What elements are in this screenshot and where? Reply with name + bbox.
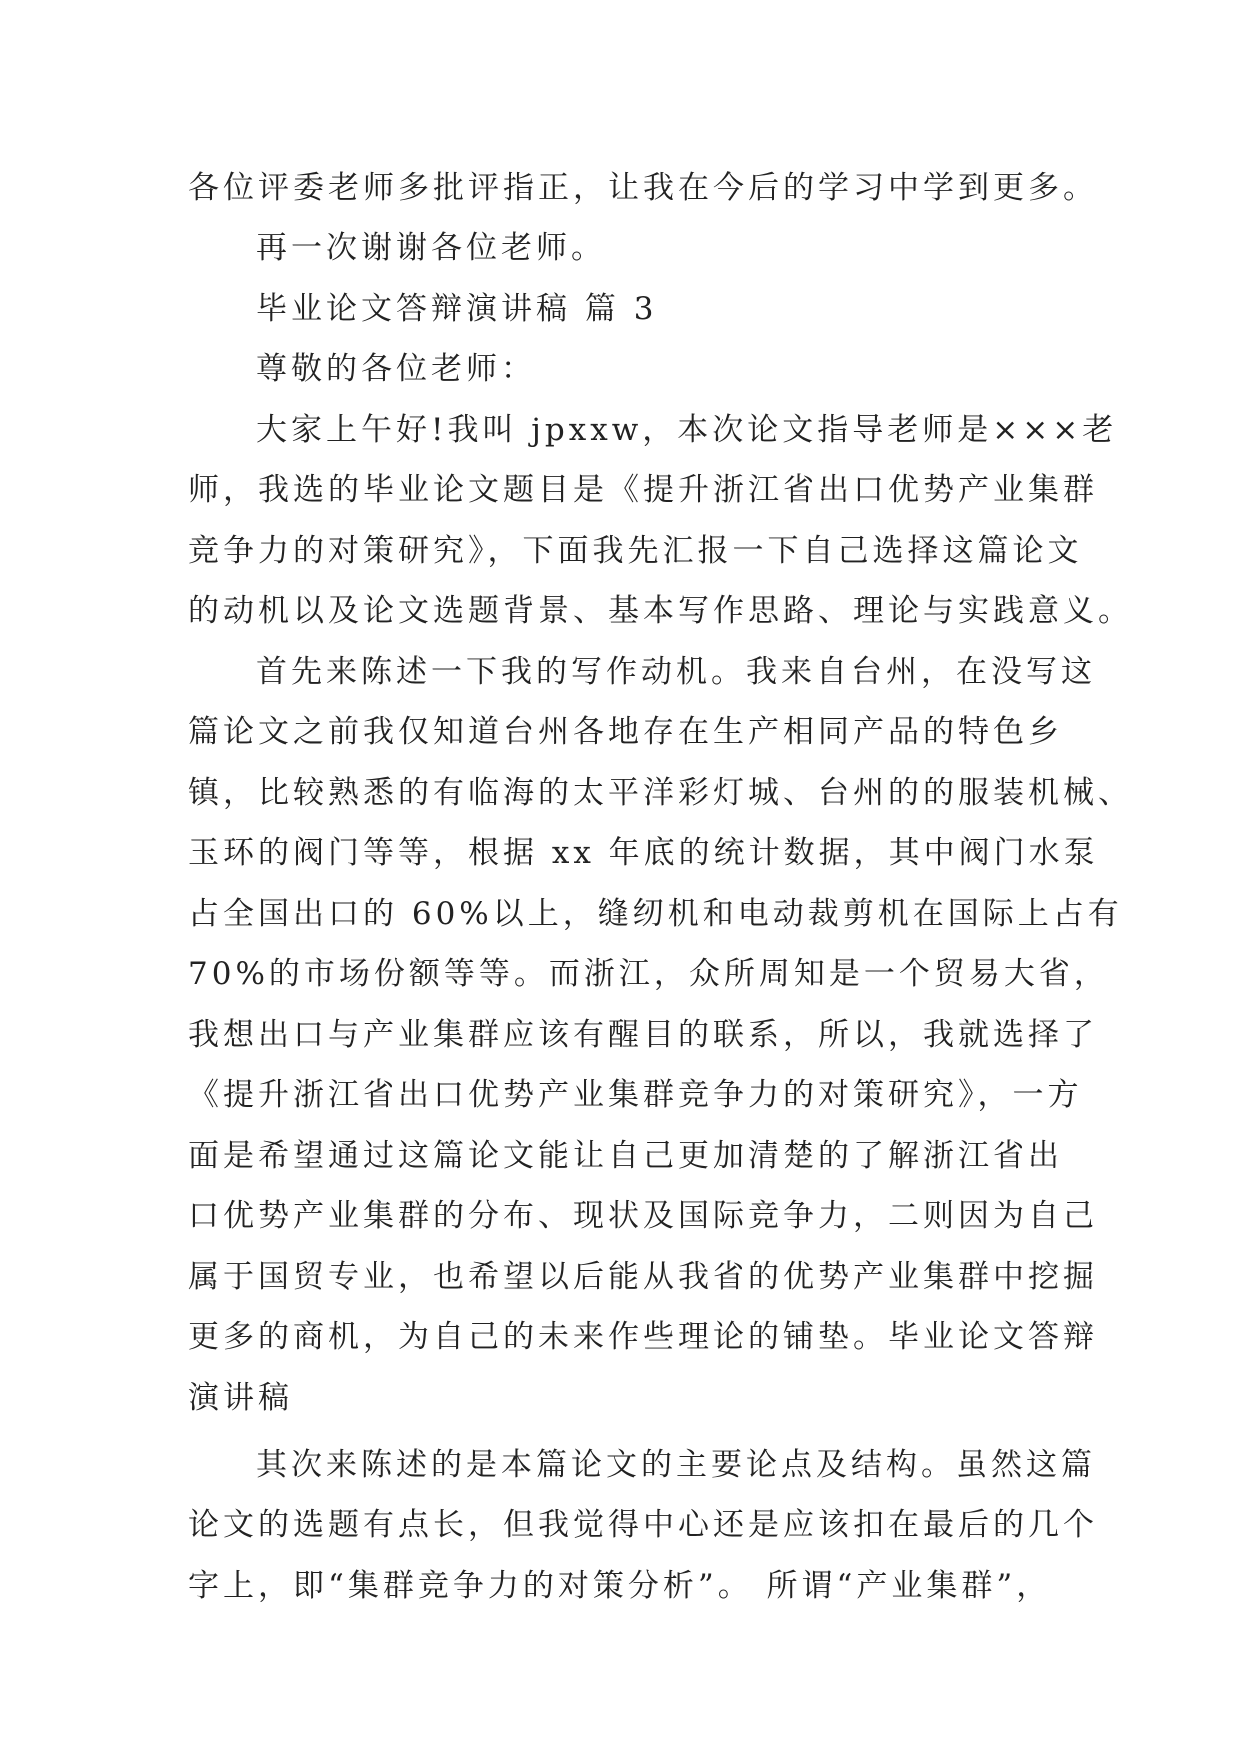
- text-line: 面是希望通过这篇论文能让自己更加清楚的了解浙江省出: [188, 1138, 1063, 1174]
- text-line: 首先来陈述一下我的写作动机。我来自台州，在没写这: [256, 654, 1096, 690]
- text-line: 师，我选的毕业论文题目是《提升浙江省出口优势产业集群: [188, 472, 1098, 508]
- text-line: 的动机以及论文选题背景、基本写作思路、理论与实践意义。: [188, 593, 1133, 629]
- text-line: 更多的商机，为自己的未来作些理论的铺垫。毕业论文答辩: [188, 1319, 1098, 1355]
- text-line: 占全国出口的 60%以上，缝纫机和电动裁剪机在国际上占有: [188, 896, 1123, 932]
- text-line: 再一次谢谢各位老师。: [256, 230, 606, 266]
- section-heading: 毕业论文答辩演讲稿 篇 3: [256, 291, 658, 327]
- text-line: 演讲稿: [188, 1380, 293, 1416]
- text-line: 论文的选题有点长，但我觉得中心还是应该扣在最后的几个: [188, 1507, 1098, 1543]
- text-line: 镇，比较熟悉的有临海的太平洋彩灯城、台州的的服装机械、: [188, 775, 1133, 811]
- text-line: 字上，即“集群竞争力的对策分析”。 所谓“产业集群”，: [188, 1568, 1052, 1604]
- text-line: 口优势产业集群的分布、现状及国际竞争力，二则因为自己: [188, 1198, 1098, 1234]
- text-line: 《提升浙江省出口优势产业集群竞争力的对策研究》，一方: [188, 1077, 1083, 1113]
- text-line: 篇论文之前我仅知道台州各地存在生产相同产品的特色乡: [188, 714, 1063, 750]
- text-line: 各位评委老师多批评指正，让我在今后的学习中学到更多。: [188, 170, 1098, 206]
- text-line: 我想出口与产业集群应该有醒目的联系，所以，我就选择了: [188, 1017, 1098, 1053]
- text-line: 70%的市场份额等等。而浙江，众所周知是一个贸易大省，: [188, 956, 1109, 992]
- text-line: 其次来陈述的是本篇论文的主要论点及结构。虽然这篇: [256, 1447, 1096, 1483]
- text-line: 大家上午好!我叫 jpxxw，本次论文指导老师是×××老: [256, 412, 1118, 448]
- text-line: 竞争力的对策研究》，下面我先汇报一下自己选择这篇论文: [188, 533, 1083, 569]
- text-line: 玉环的阀门等等，根据 xx 年底的统计数据，其中阀门水泵: [188, 835, 1099, 871]
- salutation: 尊敬的各位老师：: [256, 351, 536, 387]
- text-line: 属于国贸专业，也希望以后能从我省的优势产业集群中挖掘: [188, 1259, 1098, 1295]
